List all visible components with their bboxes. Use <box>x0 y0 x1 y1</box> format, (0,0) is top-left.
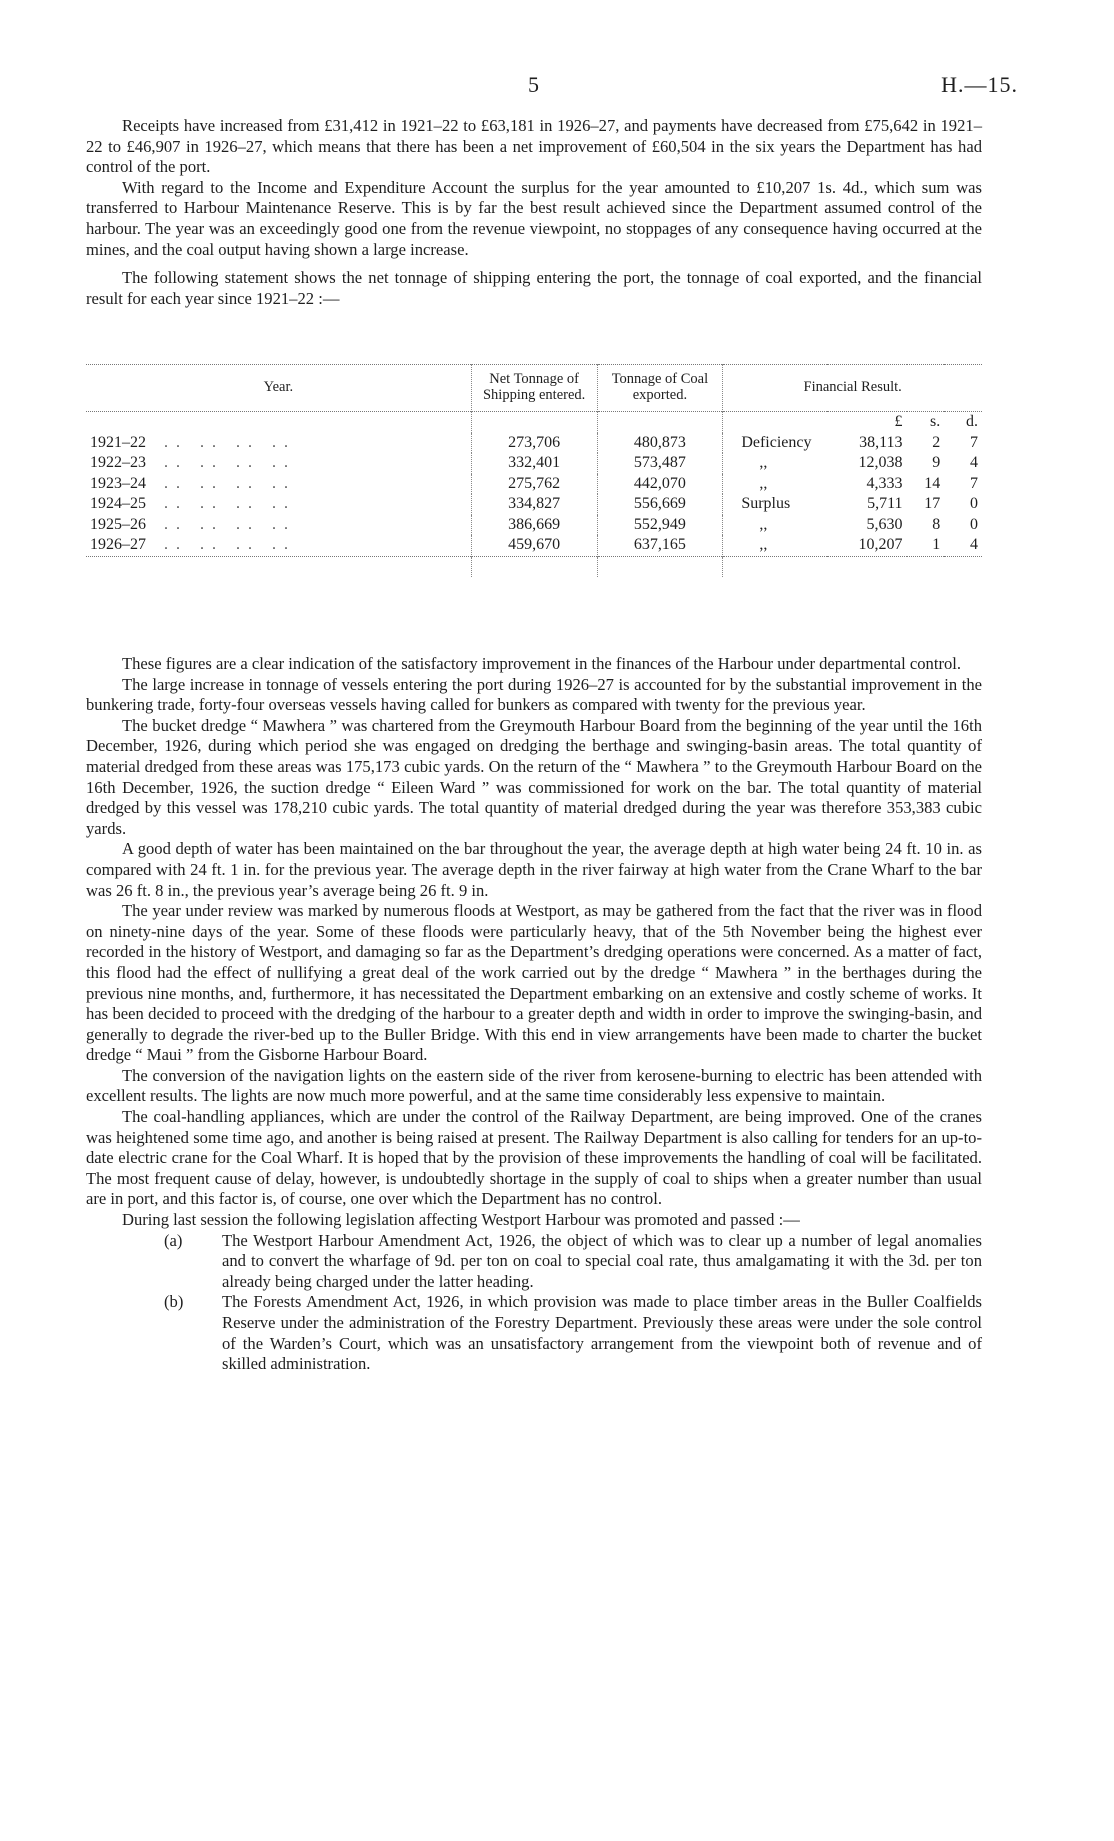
column-header-coal: Tonnage of Coal exported. <box>597 365 723 412</box>
list-item-text: The Forests Amendment Act, 1926, in which provision was made to place timber areas in the Buller Coalfields Reserve under the administration of the Forestry Department. Previously these areas were under the sole control of the Warden’s Court, which was an unsatisfactory arrangement from the viewpoint both of revenue and of skilled administration. <box>222 1292 982 1374</box>
row-result-kind: Surplus <box>723 494 827 515</box>
paragraph-figures: These figures are a clear indication of the satisfactory improvement in the finances of the Harbour under departmental control. <box>122 654 962 673</box>
row-shipping: 386,669 <box>471 515 597 536</box>
paragraph-surplus: With regard to the Income and Expenditure Account the surplus for the year amounted to £10,207 1s. 4d., which sum was transferred to Harbour Maintenance Reserve. This is by far the best result achieved since the Department assumed control of the harbour. The year was an exceedingly good one from the revenue viewpoint, no stoppages of any consequence having occurred at the mines, and the coal output having shown a large increase. <box>86 177 982 259</box>
list-item-label: (b) <box>164 1292 184 1312</box>
row-coal: 442,070 <box>597 474 723 495</box>
page-number: 5 <box>528 72 539 97</box>
row-coal: 480,873 <box>597 433 723 454</box>
intro-section <box>86 116 982 309</box>
row-shillings: 1 <box>932 536 941 553</box>
main-section <box>86 654 982 1375</box>
row-shipping: 334,827 <box>471 494 597 515</box>
row-year: 1922–23 <box>90 454 146 471</box>
row-pence: 7 <box>970 474 978 492</box>
unit-shillings: s. <box>930 413 941 430</box>
row-pounds: 10,207 <box>858 536 903 553</box>
shipping-table <box>86 364 982 577</box>
row-year: 1924–25 <box>90 495 146 512</box>
row-year: 1925–26 <box>90 515 146 533</box>
row-coal: 552,949 <box>597 515 723 536</box>
row-shipping: 459,670 <box>471 535 597 556</box>
row-pence: 0 <box>970 515 978 533</box>
row-pounds: 12,038 <box>858 454 903 471</box>
row-year: 1923–24 <box>90 474 146 492</box>
paragraph-dredging: The bucket dredge “ Mawhera ” was chartered from the Greymouth Harbour Board from the beginning of the year until the 16th December, 1926, during which period she was engaged on dredging the berthage and swinging-basin areas. The total quantity of material dredged from these areas was 175,173 cubic yards. On the return of the “ Mawhera ” to the Greymouth Harbour Board on the 16th December, 1926, the suction dredge “ Eileen Ward ” was commissioned for work on the bar. The total quantity of material dredged by this vessel was 178,210 cubic yards. The total quantity of material dredged during the year was therefore 353,383 cubic yards. <box>86 715 982 838</box>
row-pence: 4 <box>970 536 978 553</box>
paragraph-lights: The conversion of the navigation lights on the eastern side of the river from kerosene-burning to electric has been attended with excellent results. The lights are now much more powerful, and at the same time considerably less expensive to maintain. <box>86 1065 982 1106</box>
row-shillings: 8 <box>932 515 941 533</box>
row-result-kind: Deficiency <box>723 433 827 454</box>
row-shipping: 275,762 <box>471 474 597 495</box>
column-header-financial: Financial Result. <box>723 365 982 412</box>
row-pounds: 38,113 <box>859 433 903 451</box>
paragraph-legislation: During last session the following legislation affecting Westport Harbour was promoted and passed :— <box>122 1210 800 1230</box>
table-row: 1922–23 .. .. .. .. 332,401 573,487 ,, 12,038 9 4 <box>86 453 982 474</box>
column-header-year: Year. <box>263 379 294 395</box>
row-year: 1926–27 <box>90 536 146 553</box>
row-result-kind: ,, <box>723 535 827 556</box>
row-pence: 0 <box>970 495 978 512</box>
row-result-kind: ,, <box>723 474 827 495</box>
unit-pounds: £ <box>894 413 903 430</box>
column-header-shipping: Net Tonnage of Shipping entered. <box>471 365 597 412</box>
row-result-kind: ,, <box>723 515 827 536</box>
list-item <box>86 1231 982 1293</box>
row-pounds: 5,711 <box>867 495 903 512</box>
list-item-label: (a) <box>164 1230 183 1250</box>
paragraph-floods: The year under review was marked by numerous floods at Westport, as may be gathered from the fact that the river was in flood on ninety-nine days of the year. Some of these floods were particularly heavy, that of the 5th November being the highest ever recorded in the history of Westport, and damaging so far as the Department’s dredging operations were concerned. As a matter of fact, this flood had the effect of nullifying a great deal of the work carried out by the dredge “ Mawhera ” in the berthages during the previous nine months, and, furthermore, it has necessitated the Department embarking on an extensive and costly scheme of works. It has been decided to proceed with the dredging of the harbour to a greater depth and width in order to improve the swinging-basin, and generally to degrade the river-bed up to the Buller Bridge. With this end in view arrangements have been made to charter the bucket dredge “ Maui ” from the Gisborne Harbour Board. <box>86 901 982 1065</box>
row-coal: 637,165 <box>597 535 723 556</box>
table-row: 1925–26 .. .. .. .. 386,669 552,949 ,, 5,630 8 0 <box>86 515 982 536</box>
list-item-text: The Westport Harbour Amendment Act, 1926, the object of which was to clear up a number of legal anomalies and to convert the wharfage of 9d. per ton on coal to special coal rate, thus amalgamating it with the 3d. per ton already being charged under the latter heading. <box>222 1230 982 1291</box>
paragraph-depth: A good depth of water has been maintained on the bar throughout the year, the average depth at high water being 24 ft. 10 in. as compared with 24 ft. 1 in. for the previous year. The average depth in the river fairway at high water from the Crane Wharf to the bar was 26 ft. 8 in., the previous year’s average being 26 ft. 9 in. <box>86 839 982 900</box>
row-coal: 573,487 <box>597 453 723 474</box>
row-pounds: 5,630 <box>866 515 903 533</box>
paragraph-bunkering: The large increase in tonnage of vessels entering the port during 1926–27 is accounted for by the substantial improvement in the bunkering trade, forty-four overseas vessels having called for bunkers as compared with twenty for the previous year. <box>86 674 982 715</box>
paragraph-coal-handling: The coal-handling appliances, which are under the control of the Railway Department, are being improved. One of the cranes was heightened some time ago, and another is being raised at present. The Railway Department is also calling for tenders for an up-to-date electric crane for the Coal Wharf. It is hoped that by the provision of these improvements the handling of coal will be facilitated. The most frequent cause of delay, however, is undoubtedly shortage in the supply of coal to ships when a greater number than usual are in port, and this factor is, of course, one over which the Department has no control. <box>86 1107 982 1209</box>
paragraph-receipts: Receipts have increased from £31,412 in 1921–22 to £63,181 in 1926–27, and payments have decreased from £75,642 in 1921–22 to £46,907 in 1926–27, which means that there has been a net improvement of £60,504 in the six years the Department has had control of the port. <box>86 116 982 177</box>
paragraph-statement-intro: The following statement shows the net tonnage of shipping entering the port, the tonnage of coal exported, and the financial result for each year since 1921–22 :— <box>86 268 982 308</box>
table-row: 1923–24 .. .. .. .. 275,762 442,070 ,, 4,333 14 7 <box>86 474 982 495</box>
row-shillings: 17 <box>924 495 941 512</box>
row-pounds: 4,333 <box>866 474 903 492</box>
list-item <box>86 1292 982 1374</box>
row-shipping: 273,706 <box>471 433 597 454</box>
row-shipping: 332,401 <box>471 453 597 474</box>
row-year: 1921–22 <box>90 433 146 451</box>
row-result-kind: ,, <box>723 453 827 474</box>
table-row: 1924–25 .. .. .. .. 334,827 556,669 Surplus 5,711 17 0 <box>86 494 982 515</box>
row-shillings: 9 <box>932 454 941 471</box>
table-row: 1926–27 .. .. .. .. 459,670 637,165 ,, 10,207 1 4 <box>86 535 982 556</box>
row-coal: 556,669 <box>597 494 723 515</box>
row-shillings: 14 <box>924 474 941 492</box>
row-pence: 7 <box>970 433 978 451</box>
row-pence: 4 <box>970 454 978 471</box>
page-header <box>0 72 1114 104</box>
table-row: 1921–22 .. .. .. .. 273,706 480,873 Deficiency 38,113 2 7 <box>86 433 982 454</box>
row-shillings: 2 <box>932 433 941 451</box>
document-reference: H.—15. <box>941 72 1018 97</box>
unit-pence: d. <box>966 413 978 430</box>
